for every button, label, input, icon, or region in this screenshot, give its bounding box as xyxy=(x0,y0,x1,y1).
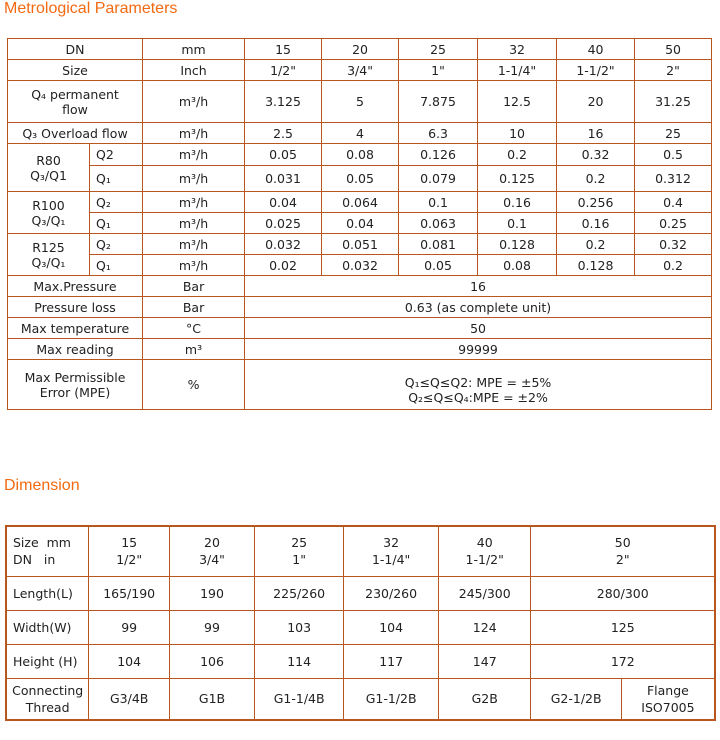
size-in: 2" xyxy=(615,552,630,568)
max-reading-label: Max reading xyxy=(8,339,143,360)
width-label: Width(W) xyxy=(6,610,89,644)
dimension-header-row xyxy=(6,526,715,576)
ratio-formula: Q₃/Q1 xyxy=(30,167,67,183)
ratio-label xyxy=(8,234,90,276)
ratio-row xyxy=(8,234,712,255)
length-label: Length(L) xyxy=(6,576,89,610)
size-mm: 25 xyxy=(291,535,308,551)
height-value: 147 xyxy=(438,644,531,678)
height-value: 114 xyxy=(255,644,344,678)
mpe-label-line1: Max Permissible xyxy=(24,369,126,385)
size-value: 3/4" xyxy=(322,60,399,81)
size-column xyxy=(438,526,531,576)
thread-label-line1: Connecting xyxy=(12,682,84,698)
width-value: 104 xyxy=(344,610,439,644)
flow-value: 0.4 xyxy=(635,192,712,213)
mpe-label-line2: Error (MPE) xyxy=(39,384,111,400)
q3-unit: m³/h xyxy=(143,123,245,144)
metrological-parameters-table xyxy=(7,38,712,410)
flow-label: Q₁ xyxy=(90,213,143,234)
q4-value: 3.125 xyxy=(245,81,322,123)
height-value: 117 xyxy=(344,644,439,678)
flange-line2: ISO7005 xyxy=(641,699,695,715)
q3-value: 10 xyxy=(478,123,557,144)
thread-value: G3/4B xyxy=(89,678,170,720)
flow-value: 0.128 xyxy=(557,255,635,276)
thread-value: G1-1/2B xyxy=(344,678,439,720)
q3-value: 2.5 xyxy=(245,123,322,144)
dn-unit: mm xyxy=(143,39,245,60)
q4-value: 12.5 xyxy=(478,81,557,123)
flange-value xyxy=(621,678,715,720)
flow-label: Q₁ xyxy=(90,255,143,276)
thread-value: G1-1/4B xyxy=(255,678,344,720)
size-mm-label: Size mm xyxy=(13,535,71,551)
flow-value: 0.2 xyxy=(557,166,635,192)
ratio-row xyxy=(8,166,712,192)
mpe-row xyxy=(8,360,712,410)
q4-unit: m³/h xyxy=(143,81,245,123)
height-value: 172 xyxy=(531,644,715,678)
size-mm: 50 xyxy=(614,535,631,551)
length-row xyxy=(6,576,715,610)
flow-unit: m³/h xyxy=(143,144,245,166)
max-temperature-label: Max temperature xyxy=(8,318,143,339)
flow-value: 0.05 xyxy=(245,144,322,166)
width-row xyxy=(6,610,715,644)
length-value: 230/260 xyxy=(344,576,439,610)
q3-value: 16 xyxy=(557,123,635,144)
size-column xyxy=(89,526,170,576)
size-in: 1" xyxy=(292,552,306,568)
width-value: 99 xyxy=(170,610,255,644)
size-mm: 32 xyxy=(383,535,400,551)
flow-value: 0.128 xyxy=(478,234,557,255)
q4-value: 31.25 xyxy=(635,81,712,123)
flow-value: 0.032 xyxy=(245,234,322,255)
flow-value: 0.312 xyxy=(635,166,712,192)
flow-label: Q₁ xyxy=(90,166,143,192)
flow-value: 0.04 xyxy=(245,192,322,213)
mpe-unit: % xyxy=(143,360,245,410)
dn-value: 40 xyxy=(557,39,635,60)
flow-value: 0.2 xyxy=(557,234,635,255)
q3-value: 25 xyxy=(635,123,712,144)
size-in: 1-1/4" xyxy=(371,552,411,568)
size-in: 1/2" xyxy=(116,552,143,568)
dn-value: 32 xyxy=(478,39,557,60)
flow-value: 0.25 xyxy=(635,213,712,234)
flow-value: 0.32 xyxy=(635,234,712,255)
q4-value: 7.875 xyxy=(399,81,478,123)
flow-value: 0.5 xyxy=(635,144,712,166)
dn-value: 15 xyxy=(245,39,322,60)
flow-unit: m³/h xyxy=(143,213,245,234)
height-value: 106 xyxy=(170,644,255,678)
dimension-title: Dimension xyxy=(4,477,80,494)
flange-line1: Flange xyxy=(646,682,689,698)
flow-value: 0.032 xyxy=(322,255,399,276)
dn-in-label: DN in xyxy=(13,552,56,568)
height-value: 104 xyxy=(89,644,170,678)
ratio-label xyxy=(8,192,90,234)
flow-unit: m³/h xyxy=(143,234,245,255)
ratio-row xyxy=(8,144,712,166)
size-mm: 40 xyxy=(476,535,493,551)
max-temperature-row xyxy=(8,318,712,339)
width-value: 124 xyxy=(438,610,531,644)
thread-row xyxy=(6,678,715,720)
mpe-label xyxy=(8,360,143,410)
ratio-formula: Q₃/Q₁ xyxy=(31,254,66,270)
max-pressure-value: 16 xyxy=(245,276,712,297)
max-temperature-value: 50 xyxy=(245,318,712,339)
ratio-label xyxy=(8,144,90,192)
size-column xyxy=(531,526,715,576)
max-pressure-unit: Bar xyxy=(143,276,245,297)
size-value: 1" xyxy=(399,60,478,81)
q4-value: 20 xyxy=(557,81,635,123)
size-column xyxy=(170,526,255,576)
q3-label: Q₃ Overload flow xyxy=(8,123,143,144)
flow-value: 0.256 xyxy=(557,192,635,213)
thread-value: G2-1/2B xyxy=(531,678,621,720)
thread-value: G1B xyxy=(170,678,255,720)
flow-value: 0.081 xyxy=(399,234,478,255)
mpe-high-zone: Q₂≤Q≤Q₄:MPE = ±2% xyxy=(408,389,548,405)
length-value: 165/190 xyxy=(89,576,170,610)
ratio-name: R100 xyxy=(32,197,65,213)
size-value: 1/2" xyxy=(245,60,322,81)
size-value: 2" xyxy=(635,60,712,81)
q4-row xyxy=(8,81,712,123)
flow-value: 0.031 xyxy=(245,166,322,192)
max-pressure-label: Max.Pressure xyxy=(8,276,143,297)
flow-value: 0.16 xyxy=(478,192,557,213)
flow-value: 0.04 xyxy=(322,213,399,234)
flow-value: 0.16 xyxy=(557,213,635,234)
size-label: Size xyxy=(8,60,143,81)
flow-value: 0.063 xyxy=(399,213,478,234)
q3-value: 6.3 xyxy=(399,123,478,144)
length-value: 245/300 xyxy=(438,576,531,610)
height-label: Height (H) xyxy=(6,644,89,678)
dn-value: 20 xyxy=(322,39,399,60)
ratio-name: R80 xyxy=(36,152,61,168)
thread-label xyxy=(6,678,89,720)
flow-unit: m³/h xyxy=(143,255,245,276)
flow-label: Q2 xyxy=(90,144,143,166)
size-row xyxy=(8,60,712,81)
pressure-loss-unit: Bar xyxy=(143,297,245,318)
flow-value: 0.125 xyxy=(478,166,557,192)
max-pressure-row xyxy=(8,276,712,297)
pressure-loss-label: Pressure loss xyxy=(8,297,143,318)
size-unit: Inch xyxy=(143,60,245,81)
height-row xyxy=(6,644,715,678)
mpe-low-zone: Q₁≤Q≤Q2: MPE = ±5% xyxy=(404,374,552,390)
width-value: 99 xyxy=(89,610,170,644)
flow-label: Q₂ xyxy=(90,192,143,213)
width-value: 103 xyxy=(255,610,344,644)
size-value: 1-1/4" xyxy=(478,60,557,81)
length-value: 190 xyxy=(170,576,255,610)
dn-label: DN xyxy=(8,39,143,60)
pressure-loss-value: 0.63 (as complete unit) xyxy=(245,297,712,318)
flow-value: 0.1 xyxy=(399,192,478,213)
q4-label-line2: flow xyxy=(62,101,88,117)
dn-value: 50 xyxy=(635,39,712,60)
flow-value: 0.02 xyxy=(245,255,322,276)
size-column xyxy=(344,526,439,576)
flow-value: 0.025 xyxy=(245,213,322,234)
flow-value: 0.1 xyxy=(478,213,557,234)
flow-value: 0.051 xyxy=(322,234,399,255)
q4-value: 5 xyxy=(322,81,399,123)
max-reading-value: 99999 xyxy=(245,339,712,360)
q4-label xyxy=(8,81,143,123)
max-reading-unit: m³ xyxy=(143,339,245,360)
q3-row xyxy=(8,123,712,144)
dn-row xyxy=(8,39,712,60)
size-mm: 20 xyxy=(204,535,220,551)
ratio-formula: Q₃/Q₁ xyxy=(31,212,66,228)
max-temperature-unit: °C xyxy=(143,318,245,339)
ratio-row xyxy=(8,213,712,234)
thread-value: G2B xyxy=(438,678,531,720)
size-dn-label xyxy=(6,526,89,576)
size-value: 1-1/2" xyxy=(557,60,635,81)
ratio-name: R125 xyxy=(32,239,65,255)
max-reading-row xyxy=(8,339,712,360)
mpe-value xyxy=(245,360,712,410)
flow-unit: m³/h xyxy=(143,166,245,192)
dn-value: 25 xyxy=(399,39,478,60)
q3-value: 4 xyxy=(322,123,399,144)
dimension-table xyxy=(5,525,716,721)
length-value: 280/300 xyxy=(531,576,715,610)
ratio-row xyxy=(8,255,712,276)
flow-label: Q₂ xyxy=(90,234,143,255)
flow-value: 0.05 xyxy=(399,255,478,276)
flow-value: 0.079 xyxy=(399,166,478,192)
flow-value: 0.2 xyxy=(478,144,557,166)
flow-value: 0.2 xyxy=(635,255,712,276)
length-value: 225/260 xyxy=(255,576,344,610)
flow-value: 0.08 xyxy=(478,255,557,276)
flow-value: 0.05 xyxy=(322,166,399,192)
pressure-loss-row xyxy=(8,297,712,318)
q4-label-line1: Q₄ permanent xyxy=(31,86,119,102)
flow-value: 0.32 xyxy=(557,144,635,166)
flow-value: 0.126 xyxy=(399,144,478,166)
size-in: 3/4" xyxy=(199,552,225,568)
size-in: 1-1/2" xyxy=(465,552,504,568)
width-value: 125 xyxy=(531,610,715,644)
flow-unit: m³/h xyxy=(143,192,245,213)
metrological-parameters-title: Metrological Parameters xyxy=(4,0,178,17)
size-column xyxy=(255,526,344,576)
thread-label-line2: Thread xyxy=(25,699,70,715)
ratio-row xyxy=(8,192,712,213)
flow-value: 0.064 xyxy=(322,192,399,213)
size-mm: 15 xyxy=(121,535,138,551)
flow-value: 0.08 xyxy=(322,144,399,166)
